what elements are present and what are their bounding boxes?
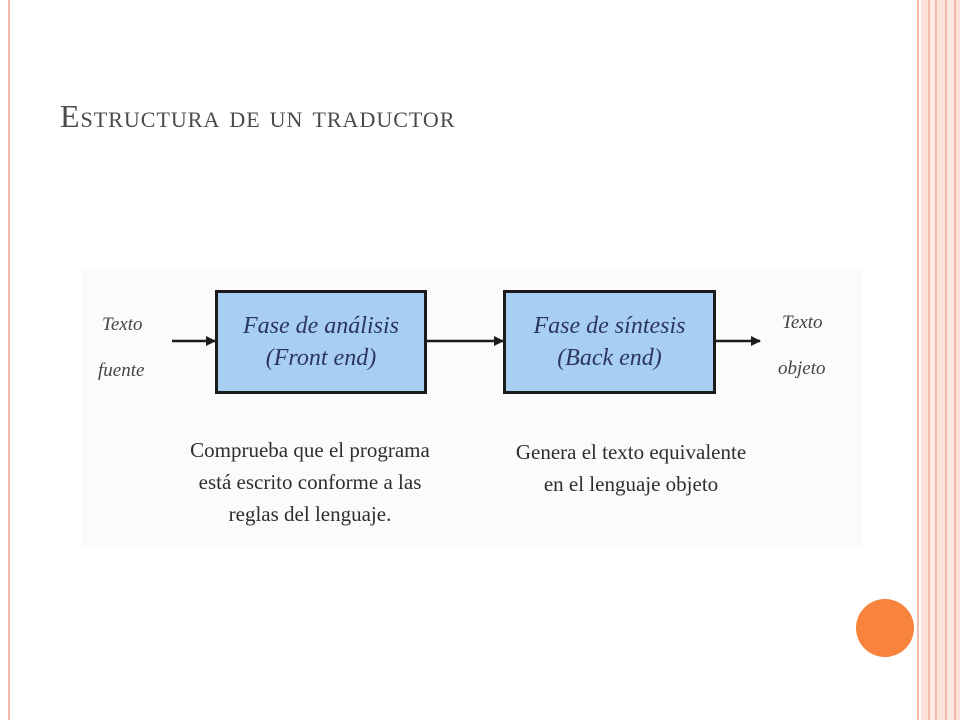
analysis-description xyxy=(154,434,466,530)
translator-diagram xyxy=(82,268,862,548)
analysis-description-line: está escrito conforme a las xyxy=(198,470,422,494)
synthesis-phase-box xyxy=(503,290,716,394)
analysis-description-line: Comprueba que el programa xyxy=(190,438,430,462)
input-label xyxy=(102,314,142,336)
synthesis-phase-title: Fase de síntesis xyxy=(533,313,686,339)
analysis-description-line: reglas del lenguaje. xyxy=(228,502,392,526)
decorative-stripes xyxy=(921,0,960,720)
accent-circle xyxy=(856,599,914,657)
input-label-line2: fuente xyxy=(98,360,145,381)
synthesis-description xyxy=(480,436,782,500)
output-label xyxy=(782,312,822,334)
input-label-2 xyxy=(98,360,144,382)
slide-title: Estructura de un traductor xyxy=(60,98,456,134)
analysis-phase-title: Fase de análisis xyxy=(243,313,399,339)
output-label-line2: objeto xyxy=(778,358,826,379)
synthesis-phase-subtitle: (Back end) xyxy=(557,345,662,371)
input-label-line1: Texto xyxy=(102,314,143,335)
output-label-line1: Texto xyxy=(782,312,823,333)
synthesis-description-line: Genera el texto equivalente xyxy=(515,440,747,464)
output-label-2 xyxy=(778,358,826,380)
analysis-phase-subtitle: (Front end) xyxy=(265,345,377,371)
synthesis-description-line: en el lenguaje objeto xyxy=(543,472,719,496)
analysis-phase-box xyxy=(215,290,427,394)
